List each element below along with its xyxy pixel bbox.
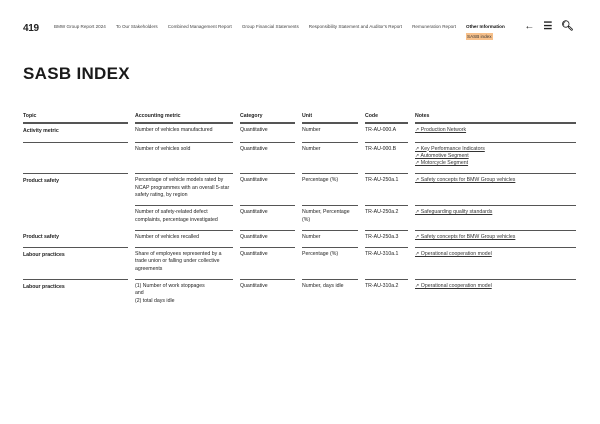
code-cell: TR-AU-000.B [365,142,408,174]
nav-financial-statements[interactable]: Group Financial Statements [241,24,299,29]
code-cell: TR-AU-250a.1 [365,173,408,205]
code-cell: TR-AU-310a.2 [365,279,408,311]
code-cell: TR-AU-250a.3 [365,230,408,247]
notes-cell [415,279,576,311]
top-nav [54,24,505,39]
metric-cell: Number of vehicles manufactured [135,123,233,141]
header-category: Category [240,113,295,123]
code-cell: TR-AU-000.A [365,123,408,141]
category-cell: Quantitative [240,142,295,174]
table-row [23,173,576,205]
nav-current-label: Other Information [466,24,505,29]
topic-cell [23,142,128,174]
metric-cell: Share of employees represented by a trade union or falling under collective agreements [135,247,233,279]
note-link[interactable]: ↗ Key Performance Indicators [415,145,485,152]
note-link[interactable]: ↗ Production Network [415,127,467,134]
metric-cell: Number of safety-related defect complaints, percentage investigated [135,205,233,230]
topic-cell: Activity metric [23,123,128,141]
page-title: SASB INDEX [23,64,130,83]
note-link[interactable]: ↗ Motorcycle Segment [415,160,469,167]
header-unit: Unit [302,113,358,123]
unit-cell: Number, days idle [302,279,358,311]
table-row [23,279,576,311]
category-cell: Quantitative [240,173,295,205]
note-link[interactable]: ↗ Operational cooperation model [415,251,492,258]
notes-cell [415,142,576,174]
back-arrow-icon[interactable]: ← [524,21,535,32]
category-cell: Quantitative [240,205,295,230]
category-cell: Quantitative [240,279,295,311]
nav-stakeholders[interactable]: To Our Stakeholders [115,24,158,29]
nav-management-report[interactable]: Combined Management Report [167,24,232,29]
topic-cell: Labour practices [23,247,128,279]
table-row [23,247,576,279]
table-row [23,230,576,247]
sasb-table [16,113,583,311]
metric-cell: Number of vehicles sold [135,142,233,174]
unit-cell: Percentage (%) [302,247,358,279]
notes-cell [415,230,576,247]
notes-cell [415,205,576,230]
code-cell: TR-AU-310a.1 [365,247,408,279]
topic-cell [23,205,128,230]
unit-cell: Number, Percentage (%) [302,205,358,230]
page-number: 419 [23,23,39,34]
menu-icon[interactable]: ☰ [543,21,553,32]
nav-report[interactable]: BMW Group Report 2024 [54,24,106,29]
category-cell: Quantitative [240,230,295,247]
nav-other-information[interactable] [466,24,505,39]
header-metric: Accounting metric [135,113,233,123]
nav-sasb-index[interactable]: SASB index [467,34,492,39]
table-row [23,123,576,141]
unit-cell: Number [302,230,358,247]
topic-cell: Product safety [23,233,60,240]
metric-cell: Percentage of vehicle models rated by NCAP programmes with an overall 5-star safety rating, by region [135,173,233,205]
metric-cell: Number of vehicles recalled [135,230,233,247]
unit-cell: Percentage (%) [302,173,358,205]
table-row [23,205,576,230]
note-link[interactable]: ↗ Safety concepts for BMW Group vehicles [415,177,516,184]
search-icon[interactable]: 🔍︎ [561,21,574,32]
topic-cell: Product safety [23,173,128,205]
nav-remuneration[interactable]: Remuneration Report [412,24,456,29]
notes-cell [415,247,576,279]
nav-responsibility[interactable]: Responsibility Statement and Auditor's Report [308,24,403,29]
note-link[interactable]: ↗ Operational cooperation model [415,282,492,289]
unit-cell: Number [302,142,358,174]
header-notes: Notes [415,113,576,123]
notes-cell [415,173,576,205]
note-link[interactable]: ↗ Safety concepts for BMW Group vehicles [415,233,516,240]
note-link[interactable]: ↗ Safeguarding quality standards [415,209,493,216]
category-cell: Quantitative [240,123,295,141]
unit-cell: Number [302,123,358,141]
category-cell: Quantitative [240,247,295,279]
note-link[interactable]: ↗ Automotive Segment [415,152,469,159]
header-code: Code [365,113,408,123]
topic-cell: Labour practices [23,279,128,311]
metric-cell: (1) Number of work stoppages and (2) total days idle [135,279,233,311]
table-row [23,142,576,174]
code-cell: TR-AU-250a.2 [365,205,408,230]
notes-cell [415,123,576,141]
header-topic: Topic [23,113,128,123]
